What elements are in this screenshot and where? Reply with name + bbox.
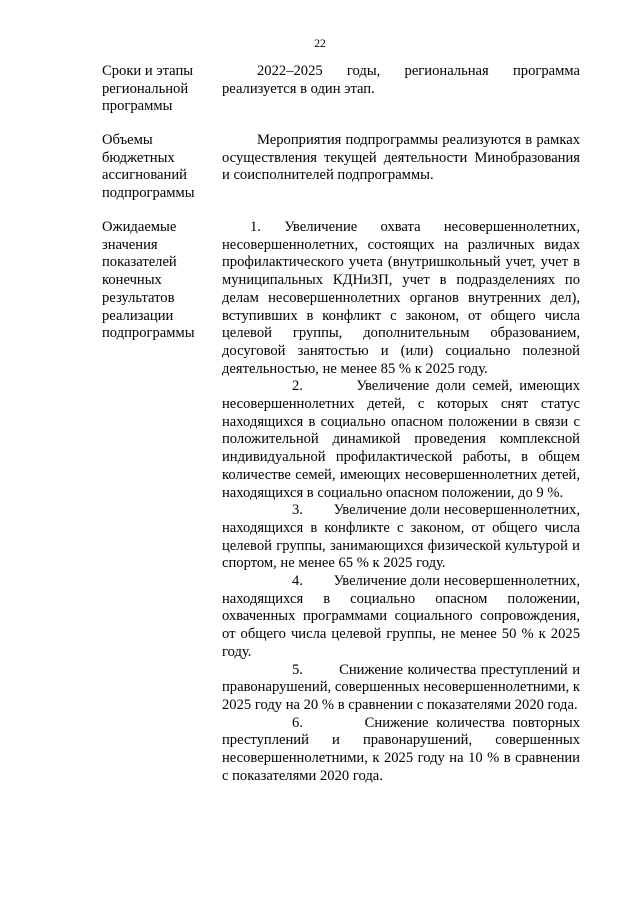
row-label-budget: Объемы бюджетных ассигнований подпрограммы	[102, 132, 195, 202]
result-item-text: Увеличение доли несовершеннолетних, находящихся в социально опасном положении, охваченных программами социального сопровождения, от общего числа целевой группы, не менее 50 % к 2025 году.	[222, 573, 580, 660]
result-item-text: Увеличение доли несовершеннолетних, находящихся в конфликте с законом, от общего числа целевой группы, занимающихся физической культурой и спортом, не менее 65 % к 2025 году.	[222, 502, 580, 572]
result-item-number: 6.	[292, 714, 303, 731]
result-item	[222, 378, 580, 502]
budget-text: Мероприятия подпрограммы реализуются в рамках осуществления текущей деятельности Минобразования и соисполнителей подпрограммы.	[222, 132, 580, 184]
row-content-budget	[222, 132, 580, 185]
timeline-text: 2022–2025 годы, региональная программа реализуется в один этап.	[222, 63, 580, 97]
result-item-text: Снижение количества преступлений и правонарушений, совершенных несовершеннолетними, к 2025 году на 20 % в сравнении с показателями 2020 года.	[222, 661, 580, 713]
result-item-number: 5.	[292, 661, 303, 678]
page-number: 22	[314, 38, 326, 50]
result-item	[222, 502, 580, 573]
result-item-number: 2.	[292, 378, 303, 395]
result-item-text: Увеличение доли семей, имеющих несовершеннолетних детей, с которых снят статус находящихся в социально опасном положении в связи с положительной динамикой проведения комплексной индивидуальной профилактической работы, в общем количестве семей, имеющих несовершеннолетних детей, находящихся в социально опасном положении, до 9 %.	[222, 378, 580, 501]
result-item	[222, 573, 580, 662]
result-item-number: 1.	[250, 219, 261, 235]
result-item	[222, 219, 580, 378]
result-item	[222, 715, 580, 786]
row-content-timeline	[222, 63, 580, 98]
row-content-expected-results	[222, 219, 580, 786]
row-label-expected-results: Ожидаемые значения показателей конечных результатов реализации подпрограммы	[102, 219, 195, 342]
result-item-number: 4.	[292, 573, 303, 590]
result-item	[222, 662, 580, 715]
result-item-number: 3.	[292, 502, 303, 519]
result-item-text: Увеличение охвата несовершеннолетних, несовершеннолетних, состоящих на различных видах профилактического учета (внутришкольный учет, учет в муниципальных КДНиЗП, учет в подразделениях по делам несовершеннолетних органов внутренних дел), вступивших в конфликт с законом, от общего числа целевой группы, дополнительным образованием, досуговой занятостью и (или) социально полезной деятельностью, не менее 85 % к 2025 году.	[222, 219, 581, 377]
row-label-timeline: Сроки и этапы региональной программы	[102, 63, 194, 115]
result-item-text: Снижение количества повторных преступлений и правонарушений, совершенных несовершеннолетними, к 2025 году на 10 % в сравнении с показателями 2020 года.	[222, 714, 581, 784]
